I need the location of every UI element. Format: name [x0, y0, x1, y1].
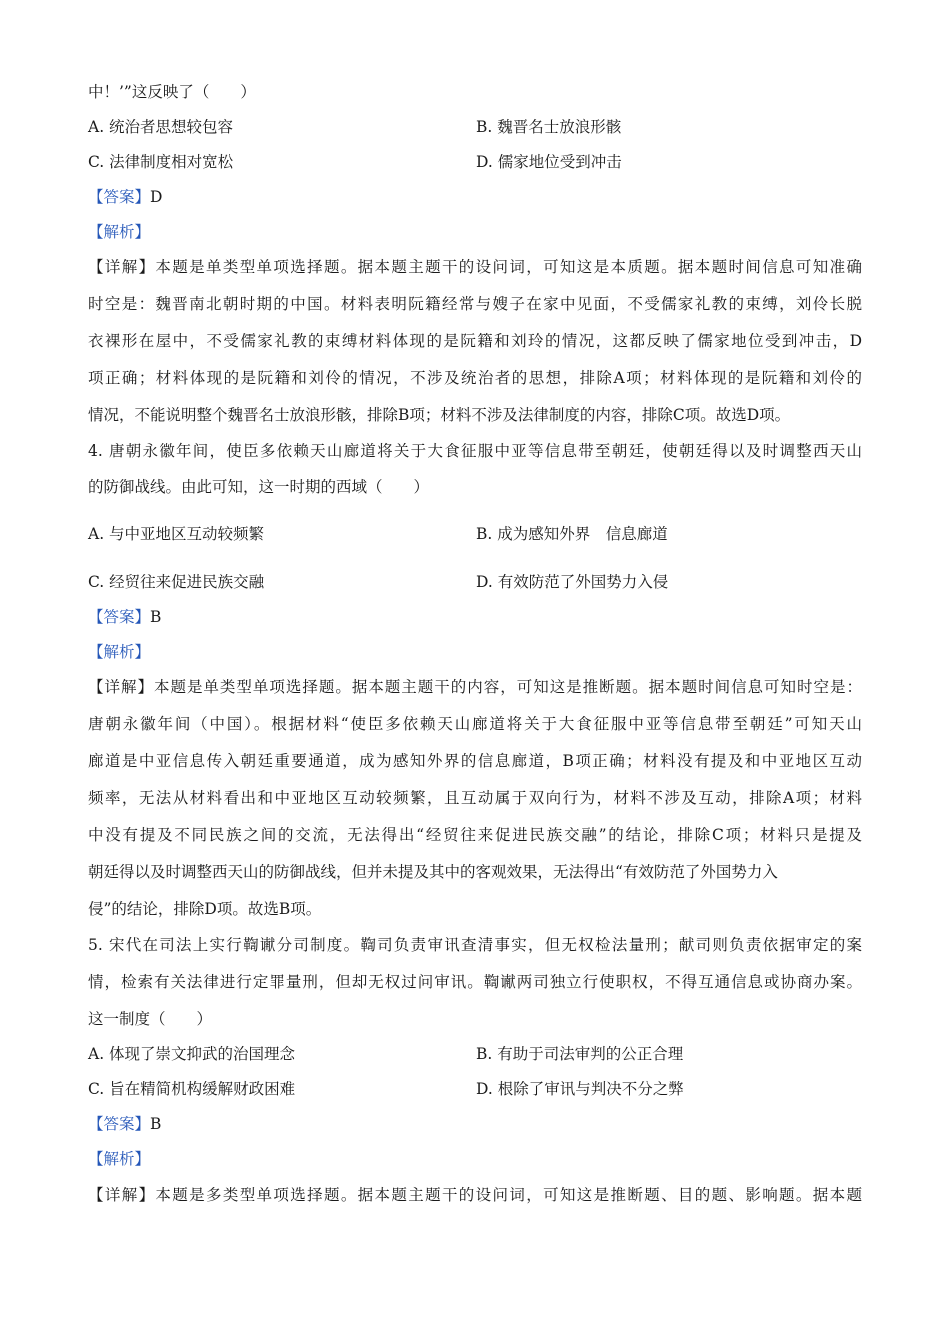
q4-detail-line: 廊道是中亚信息传入朝廷重要通道，成为感知外界的信息廊道，B项正确；材料没有提及和中亚地区互动 [88, 752, 862, 770]
q3-option-c: C. 法律制度相对宽松 [88, 153, 234, 171]
q3-analysis-tag: 【解析】 [88, 223, 151, 241]
q3-detail-line: 项正确；材料体现的是阮籍和刘伶的情况，不涉及统治者的思想，排除A项；材料体现的是阮籍和刘伶的 [88, 369, 862, 387]
q4-stem-line: 4. 唐朝永徽年间，使臣多依赖天山廊道将关于大食征服中亚等信息带至朝廷，使朝廷得以及时调整西天山 [88, 442, 862, 460]
q4-answer [88, 607, 161, 627]
q3-detail-line [88, 257, 862, 277]
q5-option-c: C. 旨在精简机构缓解财政困难 [88, 1080, 296, 1098]
q4-analysis-tag: 【解析】 [88, 643, 151, 661]
q3-stem-tail: 中！’”这反映了（ ） [88, 83, 256, 101]
q4-detail-line: 频率，无法从材料看出和中亚地区互动较频繁，且互动属于双向行为，材料不涉及互动，排除A项；材料 [88, 789, 862, 807]
q5-stem-line: 这一制度（ ） [88, 1010, 213, 1028]
detail-text: 本题是单类型单项选择题。据本题主题干的设问词，可知这是本质题。据本题时间信息可知准确 [155, 258, 862, 276]
q4-option-a: A. 与中亚地区互动较频繁 [88, 525, 265, 543]
detail-text: 本题是多类型单项选择题。据本题主题干的设问词，可知这是推断题、目的题、影响题。据本题 [155, 1186, 862, 1204]
detail-tag: 【详解】 [88, 1186, 156, 1204]
q3-detail-line: 情况，不能说明整个魏晋名士放浪形骸，排除B项；材料不涉及法律制度的内容，排除C项。故选D项。 [88, 406, 791, 424]
q4-detail-line: 侵”的结论，排除D项。故选B项。 [88, 900, 322, 918]
q5-option-a: A. 体现了崇文抑武的治国理念 [88, 1045, 296, 1063]
q4-option-c: C. 经贸往来促进民族交融 [88, 573, 265, 591]
q3-detail-line: 时空是：魏晋南北朝时期的中国。材料表明阮籍经常与嫂子在家中见面，不受儒家礼教的束缚，刘伶长脱 [88, 295, 862, 313]
q4-detail-line: 朝廷得以及时调整西天山的防御战线，但并未提及其中的客观效果，无法得出“有效防范了外国势力入 [88, 863, 778, 881]
q4-detail-line [88, 677, 862, 697]
q3-detail-line: 衣裸形在屋中，不受儒家礼教的束缚材料体现的是阮籍和刘玲的情况，这都反映了儒家地位受到冲击，D [88, 332, 862, 350]
answer-tag: 【答案】 [88, 188, 151, 206]
answer-value: B [150, 608, 162, 626]
answer-value: B [150, 1115, 162, 1133]
q5-option-d: D. 根除了审讯与判决不分之弊 [476, 1080, 684, 1098]
q5-analysis-tag: 【解析】 [88, 1150, 151, 1168]
q3-answer [88, 187, 162, 207]
q5-option-b: B. 有助于司法审判的公正合理 [476, 1045, 684, 1063]
q4-option-d: D. 有效防范了外国势力入侵 [476, 573, 669, 591]
q5-detail-line [88, 1185, 862, 1205]
q3-option-d: D. 儒家地位受到冲击 [476, 153, 622, 171]
q5-stem-line: 情，检索有关法律进行定罪量刑，但却无权过问审讯。鞫谳两司独立行使职权，不得互通信息或协商办案。 [88, 973, 862, 991]
q5-stem-line: 5. 宋代在司法上实行鞫谳分司制度。鞫司负责审讯查清事实，但无权检法量刑；献司则负责依据审定的案 [88, 936, 862, 954]
q4-detail-line: 中没有提及不同民族之间的交流，无法得出“经贸往来促进民族交融”的结论，排除C项；材料只是提及 [88, 826, 862, 844]
detail-text: 本题是单类型单项选择题。据本题主题干的内容，可知这是推断题。据本题时间信息可知时空是： [153, 678, 862, 696]
detail-tag: 【详解】 [88, 678, 154, 696]
q5-answer [88, 1114, 161, 1134]
answer-value: D [150, 188, 163, 206]
detail-tag: 【详解】 [88, 258, 156, 276]
answer-tag: 【答案】 [88, 1115, 151, 1133]
q4-detail-line: 唐朝永徽年间（中国）。根据材料“使臣多依赖天山廊道将关于大食征服中亚等信息带至朝廷”可知天山 [88, 715, 862, 733]
answer-tag: 【答案】 [88, 608, 151, 626]
q4-stem-line: 的防御战线。由此可知，这一时期的西域（ ） [88, 478, 430, 496]
q3-option-a: A. 统治者思想较包容 [88, 118, 234, 136]
q3-option-b: B. 魏晋名士放浪形骸 [476, 118, 622, 136]
q4-option-b: B. 成为感知外界 信息廊道 [476, 525, 668, 543]
